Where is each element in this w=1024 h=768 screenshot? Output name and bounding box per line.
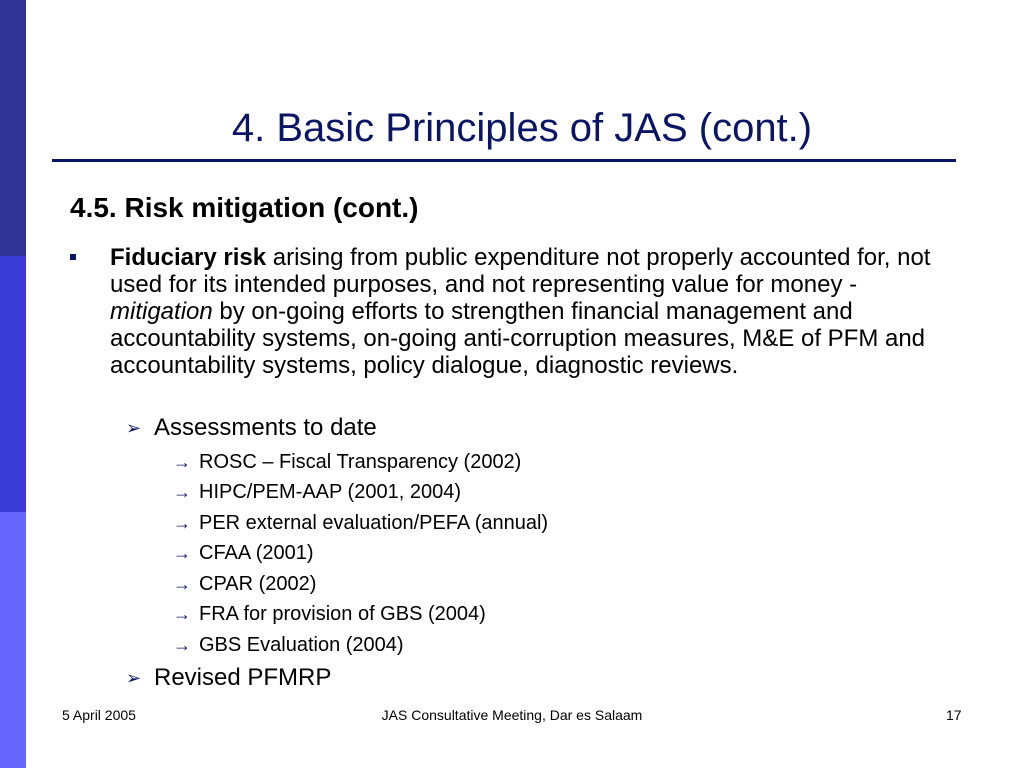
right-arrow-icon: → <box>173 513 191 533</box>
sub-bullet-label: Assessments to date <box>154 414 377 441</box>
sidebar-segment-bottom <box>0 512 26 768</box>
square-bullet-icon <box>70 254 76 260</box>
section-subheading: 4.5. Risk mitigation (cont.) <box>70 192 419 223</box>
list-item-text: FRA for provision of GBS (2004) <box>199 603 486 625</box>
list-item-text: GBS Evaluation (2004) <box>199 634 404 656</box>
right-arrow-icon: → <box>173 604 191 624</box>
list-item-text: PER external evaluation/PEFA (annual) <box>199 512 549 534</box>
list-item-text: ROSC – Fiscal Transparency (2002) <box>199 451 522 473</box>
sidebar-segment-middle <box>0 256 26 512</box>
bullet-text-part2: by on-going efforts to strengthen financial management and accountability systems, on-going anti-corruption measures, M&E of PFM and accountability systems, policy dialogue, diagnostic reviews. <box>110 298 926 379</box>
right-arrow-icon: → <box>173 635 191 655</box>
list-item-text: HIPC/PEM-AAP (2001, 2004) <box>199 481 461 503</box>
bullet-bold-term: Fiduciary risk <box>110 244 267 271</box>
footer-event: JAS Consultative Meeting, Dar es Salaam <box>381 707 643 723</box>
right-arrow-icon: → <box>173 452 191 472</box>
bullet-text <box>110 244 950 379</box>
bullet-italic-term: mitigation <box>110 298 213 325</box>
slide-title: 4. Basic Principles of JAS (cont.) <box>231 106 813 150</box>
right-arrow-icon: → <box>173 574 191 594</box>
list-item-text: CPAR (2002) <box>199 573 317 595</box>
bullet-text-part1: arising from public expenditure not properly accounted for, not used for its intended purposes, and not representing value for money - <box>110 244 931 298</box>
title-divider <box>52 159 956 162</box>
list-item-text: CFAA (2001) <box>199 542 314 564</box>
right-arrow-icon: → <box>173 543 191 563</box>
arrowhead-bullet-icon: ➢ <box>126 418 142 438</box>
footer-date: 5 April 2005 <box>62 707 136 723</box>
sub-bullet-label: Revised PFMRP <box>154 664 332 691</box>
footer-page-number: 17 <box>946 707 962 723</box>
arrowhead-bullet-icon: ➢ <box>126 668 142 688</box>
right-arrow-icon: → <box>173 482 191 502</box>
